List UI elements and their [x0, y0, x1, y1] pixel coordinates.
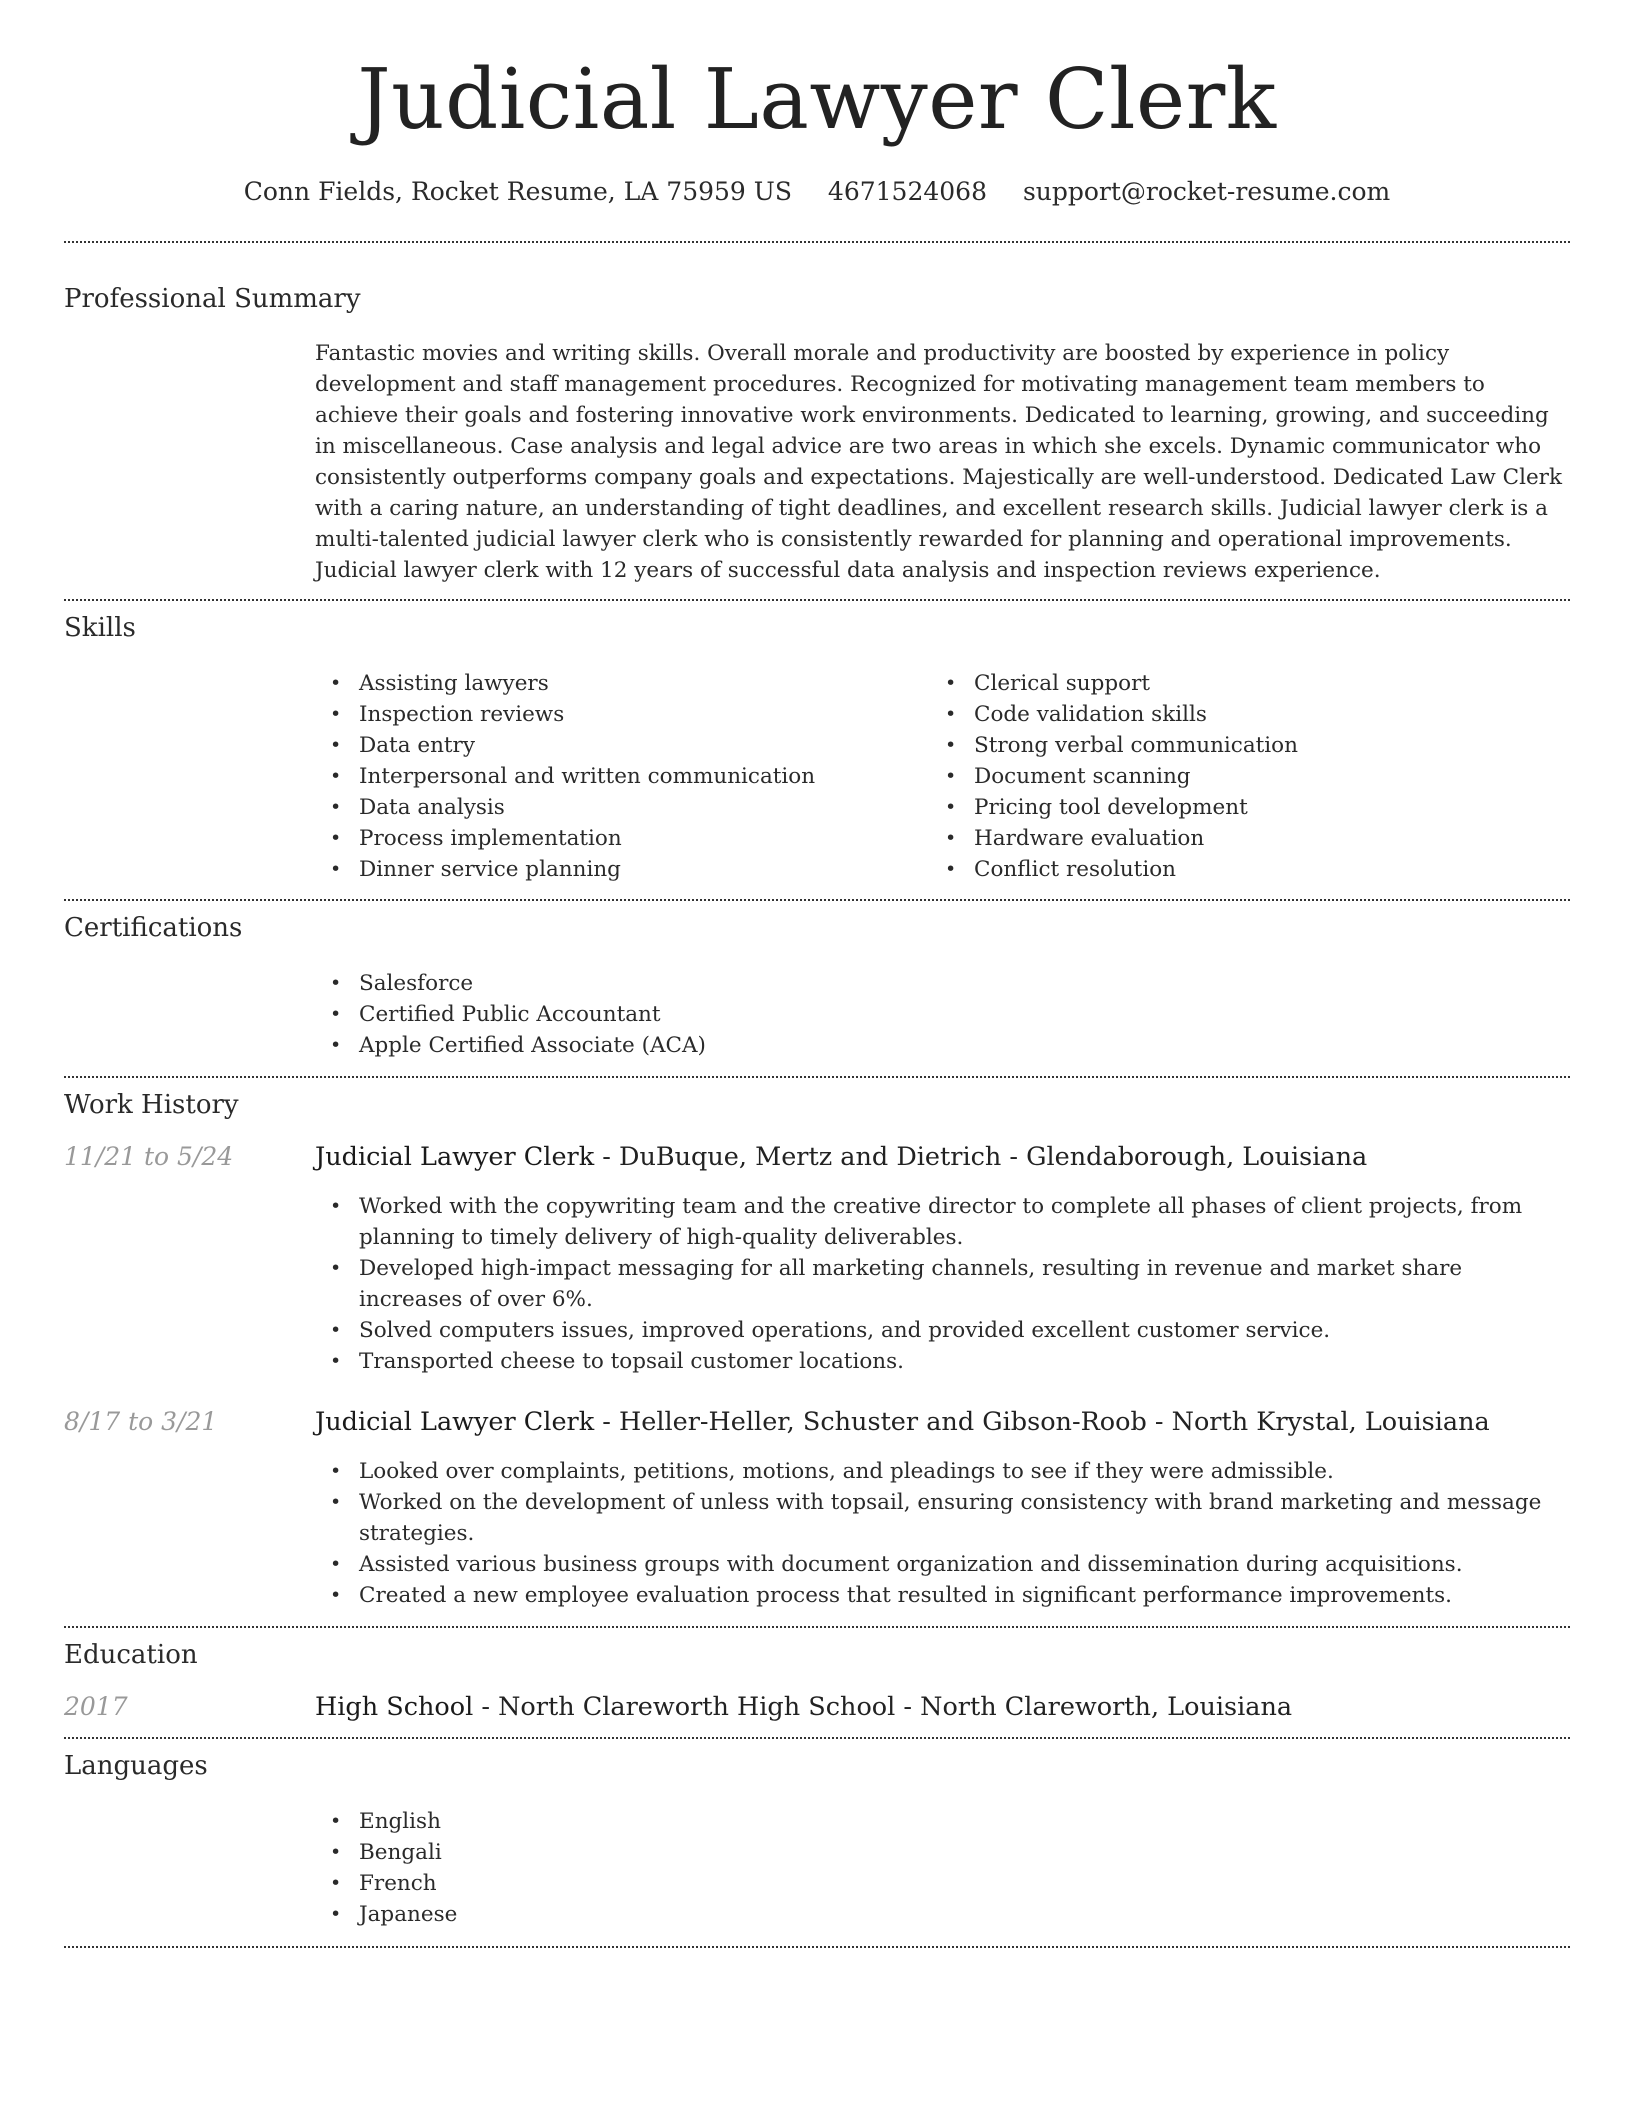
skill-item: • Pricing tool development [930, 792, 1545, 823]
job-bullet-list [315, 1456, 1570, 1611]
certification-item: • Apple Certified Associate (ACA) [315, 1030, 1570, 1061]
skill-item: • Assisting lawyers [315, 668, 930, 699]
skill-item: • Process implementation [315, 823, 930, 854]
job-bullet: • Looked over complaints, petitions, motions, and pleadings to see if they were admissible. [315, 1456, 1570, 1487]
skills-list-right [930, 668, 1545, 885]
skill-item: • Clerical support [930, 668, 1545, 699]
skill-item: • Data analysis [315, 792, 930, 823]
skills-list-left [315, 668, 930, 885]
certifications-section [64, 901, 1570, 1061]
job-dates: 11/21 to 5/24 [64, 1142, 234, 1171]
skill-item: • Code validation skills [930, 699, 1545, 730]
job-entry [64, 1142, 1570, 1377]
resume-name: Judicial Lawyer Clerk [357, 51, 1277, 148]
languages-list [315, 1806, 1570, 1930]
job-title [315, 1407, 1490, 1437]
education-entry [64, 1692, 1570, 1722]
job-bullets [315, 1191, 1570, 1377]
skill-item: • Strong verbal communication [930, 730, 1545, 761]
languages-title: Languages [64, 1751, 208, 1781]
job-bullets [315, 1456, 1570, 1611]
language-item: • Japanese [315, 1899, 1570, 1930]
job-bullet: • Developed high-impact messaging for all marketing channels, resulting in revenue and market share increases of over 6%. [315, 1253, 1570, 1315]
job-bullet: • Worked on the development of unless with topsail, ensuring consistency with brand marketing and message strategies. [315, 1487, 1570, 1549]
skill-item: • Document scanning [930, 761, 1545, 792]
education-title: Education [64, 1640, 198, 1670]
job-bullet: • Assisted various business groups with document organization and dissemination during acquisitions. [315, 1549, 1570, 1580]
job-bullet: • Solved computers issues, improved operations, and provided excellent customer service. [315, 1315, 1570, 1346]
language-item: • Bengali [315, 1837, 1570, 1868]
job-role: Judicial Lawyer Clerk [315, 1407, 595, 1437]
certifications-content [315, 968, 1570, 1061]
contact-line [64, 177, 1570, 206]
certification-item: • Certified Public Accountant [315, 999, 1570, 1030]
education-title-line [315, 1692, 1292, 1722]
skills-columns [315, 668, 1570, 885]
job-dates: 8/17 to 3/21 [64, 1407, 218, 1436]
contact-address: Conn Fields, Rocket Resume, LA 75959 US [243, 177, 792, 206]
summary-title: Professional Summary [64, 284, 361, 314]
skill-item: • Hardware evaluation [930, 823, 1545, 854]
skill-item: • Conflict resolution [930, 854, 1545, 885]
skill-item: • Interpersonal and written communication [315, 761, 930, 792]
certification-item: • Salesforce [315, 968, 1570, 999]
job-details: - DuBuque, Mertz and Dietrich - Glendaborough, Louisiana [594, 1142, 1368, 1172]
language-item: • English [315, 1806, 1570, 1837]
contact-email: support@rocket-resume.com [1022, 177, 1391, 206]
job-bullet: • Created a new employee evaluation process that resulted in significant performance improvements. [315, 1580, 1570, 1611]
job-details: - Heller-Heller, Schuster and Gibson-Roob - North Krystal, Louisiana [594, 1407, 1490, 1437]
job-bullet: • Transported cheese to topsail customer locations. [315, 1346, 1570, 1377]
contact-phone: 4671524068 [827, 177, 987, 206]
skill-item: • Inspection reviews [315, 699, 930, 730]
summary-text: Fantastic movies and writing skills. Overall morale and productivity are boosted by experience in policy development and staff management procedures. Recognized for motivating management team members to achieve their goals and fostering innovative work environments. Dedicated to learning, growing, and succeeding in miscellaneous. Case analysis and legal advice are two areas in which she excels. Dynamic communicator who consistently outperforms company goals and expectations. Majestically are well-understood. Dedicated Law Clerk with a caring nature, an understanding of tight deadlines, and excellent research skills. Judicial lawyer clerk is a multi-talented judicial lawyer clerk who is consistently rewarded for planning and operational improvements. Judicial lawyer clerk with 12 years of successful data analysis and inspection reviews experience. [315, 341, 1562, 583]
certifications-title: Certifications [64, 913, 243, 943]
job-title [315, 1142, 1367, 1172]
education-section [64, 1628, 1570, 1722]
job-bullet-list [315, 1191, 1570, 1377]
job-header [64, 1142, 1570, 1172]
summary-section [64, 243, 1570, 586]
skills-title: Skills [64, 613, 136, 643]
skill-item: • Dinner service planning [315, 854, 930, 885]
divider [64, 1946, 1570, 1948]
languages-content [315, 1806, 1570, 1930]
resume-page [64, 0, 1570, 1948]
job-header [64, 1407, 1570, 1437]
work-title: Work History [64, 1090, 239, 1120]
skills-section [64, 601, 1570, 885]
work-section [64, 1078, 1570, 1611]
skill-item: • Data entry [315, 730, 930, 761]
language-item: • French [315, 1868, 1570, 1899]
job-role: Judicial Lawyer Clerk [315, 1142, 595, 1172]
education-details: - North Clareworth High School - North Clareworth, Louisiana [473, 1692, 1293, 1722]
languages-section [64, 1739, 1570, 1930]
certifications-list [315, 968, 1570, 1061]
education-date: 2017 [64, 1692, 128, 1721]
education-degree: High School [315, 1692, 474, 1722]
job-bullet: • Worked with the copywriting team and the creative director to complete all phases of client projects, from planning to timely delivery of high-quality deliverables. [315, 1191, 1570, 1253]
job-entry [64, 1407, 1570, 1611]
